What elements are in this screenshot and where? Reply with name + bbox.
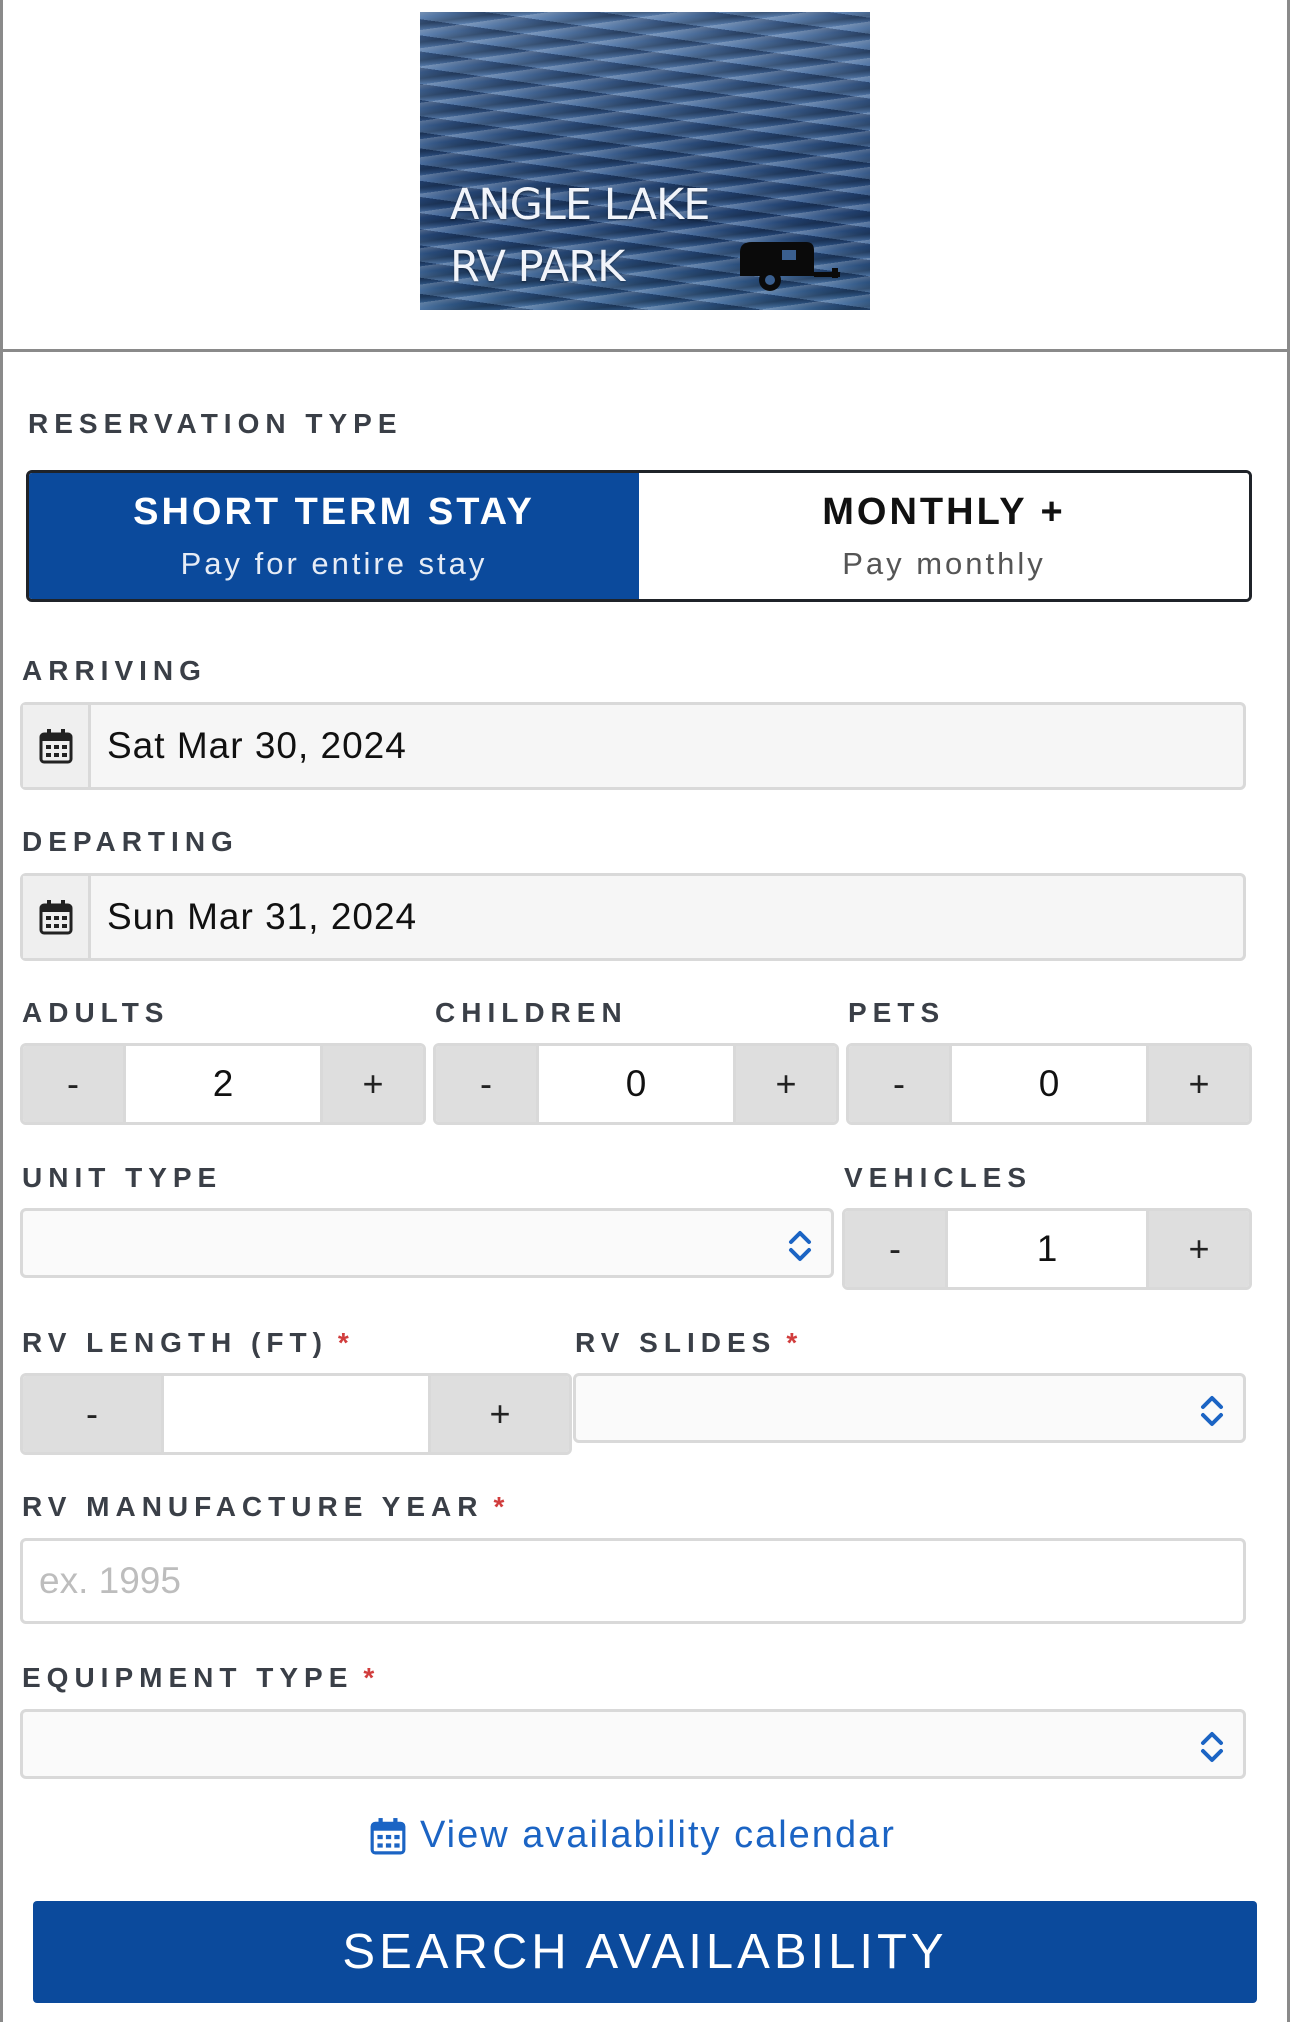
vehicles-label: VEHICLES — [844, 1162, 1033, 1193]
select-arrows-icon — [785, 1228, 815, 1264]
children-increment-button[interactable]: + — [736, 1046, 836, 1122]
required-marker: * — [363, 1662, 375, 1693]
pets-decrement-button[interactable]: - — [849, 1046, 949, 1122]
view-availability-calendar-link[interactable] — [370, 1814, 896, 1857]
monthly-option[interactable] — [639, 473, 1249, 599]
unit-type-select[interactable] — [20, 1208, 834, 1278]
rv-length-value[interactable] — [161, 1376, 431, 1452]
children-value[interactable]: 0 — [536, 1046, 736, 1122]
monthly-subtitle: Pay monthly — [842, 545, 1046, 581]
required-marker: * — [493, 1491, 505, 1522]
short-term-stay-option[interactable] — [29, 473, 639, 599]
monthly-title: MONTHLY + — [822, 490, 1066, 533]
departing-calendar-button[interactable] — [23, 876, 91, 958]
rv-length-decrement-button[interactable]: - — [23, 1376, 161, 1452]
children-stepper — [433, 1043, 839, 1125]
rv-slides-label — [575, 1327, 797, 1359]
vehicles-stepper — [842, 1208, 1252, 1290]
view-availability-calendar-label: View availability calendar — [420, 1814, 896, 1856]
reservation-type-toggle — [26, 470, 1252, 602]
calendar-icon — [39, 728, 73, 764]
equipment-type-select[interactable] — [20, 1709, 1246, 1779]
children-decrement-button[interactable]: - — [436, 1046, 536, 1122]
rv-year-input[interactable]: ex. 1995 — [20, 1538, 1246, 1624]
required-marker: * — [337, 1327, 349, 1358]
logo-text-line2: RV PARK — [450, 242, 625, 292]
rv-length-increment-button[interactable]: + — [431, 1376, 569, 1452]
vehicles-decrement-button[interactable]: - — [845, 1211, 945, 1287]
pets-stepper — [846, 1043, 1252, 1125]
header — [0, 0, 1290, 352]
park-logo — [420, 12, 870, 310]
pets-label: PETS — [848, 997, 946, 1028]
pets-value[interactable]: 0 — [949, 1046, 1149, 1122]
adults-increment-button[interactable]: + — [323, 1046, 423, 1122]
unit-type-label: UNIT TYPE — [22, 1162, 223, 1193]
adults-value[interactable]: 2 — [123, 1046, 323, 1122]
adults-decrement-button[interactable]: - — [23, 1046, 123, 1122]
rv-slides-label-text: RV SLIDES — [575, 1327, 777, 1358]
vehicles-value[interactable]: 1 — [945, 1211, 1149, 1287]
reservation-type-label: RESERVATION TYPE — [28, 408, 403, 439]
adults-label: ADULTS — [22, 997, 170, 1028]
arriving-label: ARRIVING — [22, 655, 207, 686]
arriving-date-value[interactable]: Sat Mar 30, 2024 — [107, 725, 407, 766]
adults-stepper — [20, 1043, 426, 1125]
rv-year-label-text: RV MANUFACTURE YEAR — [22, 1491, 484, 1522]
short-term-stay-subtitle: Pay for entire stay — [180, 545, 488, 581]
short-term-stay-title: SHORT TERM STAY — [133, 490, 535, 533]
logo-text-line1: ANGLE LAKE — [450, 180, 710, 230]
rv-length-label-text: RV LENGTH (FT) — [22, 1327, 328, 1358]
pets-increment-button[interactable]: + — [1149, 1046, 1249, 1122]
trailer-icon — [736, 238, 842, 294]
rv-length-stepper — [20, 1373, 572, 1455]
calendar-icon — [39, 899, 73, 935]
equipment-type-label-text: EQUIPMENT TYPE — [22, 1662, 354, 1693]
vehicles-increment-button[interactable]: + — [1149, 1211, 1249, 1287]
arriving-calendar-button[interactable] — [23, 705, 91, 787]
select-arrows-icon — [1197, 1393, 1227, 1429]
children-label: CHILDREN — [435, 997, 628, 1028]
arriving-date-field[interactable] — [20, 702, 1246, 790]
rv-length-label — [22, 1327, 349, 1359]
calendar-icon — [370, 1817, 406, 1855]
departing-date-field[interactable] — [20, 873, 1246, 961]
rv-year-label — [22, 1491, 504, 1523]
equipment-type-label — [22, 1662, 374, 1694]
departing-date-value[interactable]: Sun Mar 31, 2024 — [107, 896, 418, 937]
search-availability-button[interactable]: SEARCH AVAILABILITY — [33, 1901, 1257, 2003]
departing-label: DEPARTING — [22, 826, 239, 857]
required-marker: * — [786, 1327, 798, 1358]
select-arrows-icon — [1197, 1729, 1227, 1765]
rv-slides-select[interactable] — [573, 1373, 1246, 1443]
